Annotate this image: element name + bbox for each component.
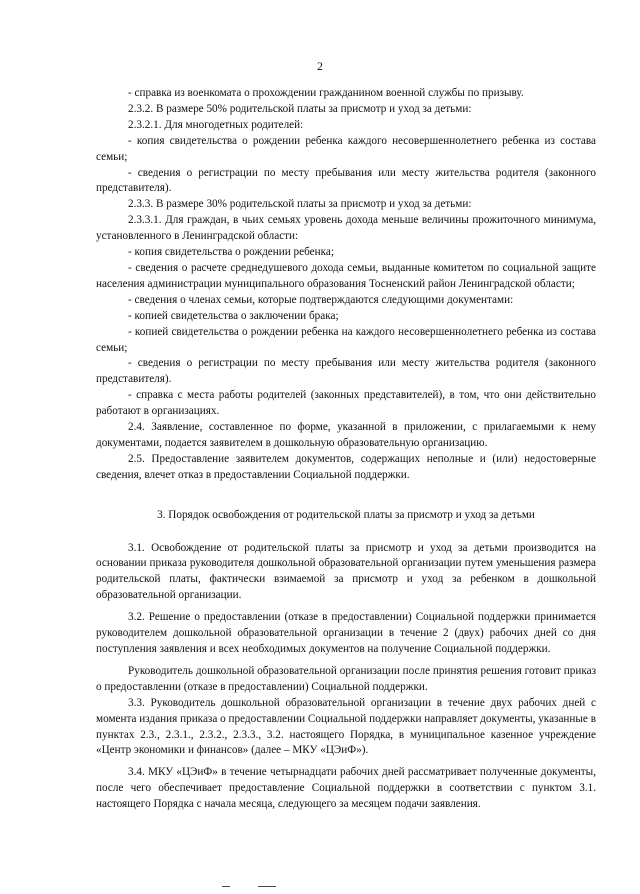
paragraph: 2.3.3. В размере 30% родительской платы за присмотр и уход за детьми:: [128, 198, 472, 211]
paragraph: 3.1. Освобождение от родительской платы за присмотр и уход за детьми производится на основании приказа руководителя дошкольной образовательной организации путем уменьшения размера родительской платы, фактически взимаемой за присмотр и уход за ребенком в дошкольной образовательной организации.: [96, 541, 596, 602]
paragraph: - копия свидетельства о рождении ребенка каждого несовершеннолетнего ребенка из состава семьи;: [96, 134, 596, 163]
paragraph: - справка с места работы родителей (законных представителей), в том, что они действительно работают в организациях.: [96, 389, 596, 418]
paragraph: - сведения о регистрации по месту пребывания или месту жительства родителя (законного представителя).: [96, 357, 596, 386]
document-body: [96, 86, 596, 813]
section-heading: 3. Порядок освобождения от родительской платы за присмотр и уход за детьми: [157, 508, 535, 521]
paragraph: - копия свидетельства о рождении ребенка;: [128, 246, 334, 259]
paragraph: - справка из военкомата о прохождении гражданином военной службы по призыву.: [128, 87, 524, 99]
paragraph: 2.4. Заявление, составленное по форме, указанной в приложении, с прилагаемыми к нему документами, подается заявителем в дошкольную образовательную организацию.: [96, 421, 596, 449]
paragraph: 2.5. Предоставление заявителем документов, содержащих неполные и (или) недостоверные сведения, влечет отказ в предоставлении Социальной поддержки.: [96, 452, 596, 481]
paragraph: 3.2. Решение о предоставлении (отказе в предоставлении) Социальной поддержки принимается руководителем дошкольной образовательной организации в течение 2 (двух) рабочих дней со дня поступления заявления и всех необходимых документов на получение Социальной поддержки.: [96, 611, 596, 655]
paragraph: 2.3.2.1. Для многодетных родителей:: [128, 118, 304, 131]
paragraph: 2.3.2. В размере 50% родительской платы за присмотр и уход за детьми:: [128, 102, 472, 115]
paragraph: 2.3.3.1. Для граждан, в чьих семьях уровень дохода меньше величины прожиточного минимума, установленного в Ленинградской области:: [96, 214, 596, 243]
paragraph: 3.3. Руководитель дошкольной образовательной организации в течение двух рабочих дней с момента издания приказа о предоставлении Социальной поддержки направляет документы, указанные в пунктах 2.3., 2.3.1., 2.3.2., 2.3.3., 3.2. настоящего Порядка, в муниципальное казенное учреждение «Центр экономики и финансов» (далее – МКУ «ЦЭиФ»).: [96, 696, 596, 757]
paragraph: - сведения о расчете среднедушевого дохода семьи, выданные комитетом по социальной защите населения администрации муниципального образования Тосненский район Ленинградской области;: [96, 261, 596, 290]
paragraph: 3.4. МКУ «ЦЭиФ» в течение четырнадцати рабочих дней рассматривает полученные документы, после чего обеспечивает предоставление Социальной поддержки в соответствии с пунктом 3.1. настоящего Порядка с начала месяца, следующего за месяцем подачи заявления.: [96, 766, 596, 811]
paragraph: Руководитель дошкольной образовательной организации после принятия решения готовит приказ о предоставлении (отказе в предоставлении) Социальной поддержки.: [96, 664, 596, 693]
paragraph: - сведения о членах семьи, которые подтверждаются следующими документами:: [128, 293, 514, 306]
paragraph: - копией свидетельства о заключении брака;: [128, 309, 339, 322]
page-number: 2: [317, 59, 323, 73]
paragraph: - копией свидетельства о рождении ребенка на каждого несовершеннолетнего ребенка из состава семьи;: [96, 325, 596, 354]
paragraph: - сведения о регистрации по месту пребывания или месту жительства родителя (законного представителя).: [96, 166, 596, 195]
scan-artifact: [222, 884, 282, 890]
